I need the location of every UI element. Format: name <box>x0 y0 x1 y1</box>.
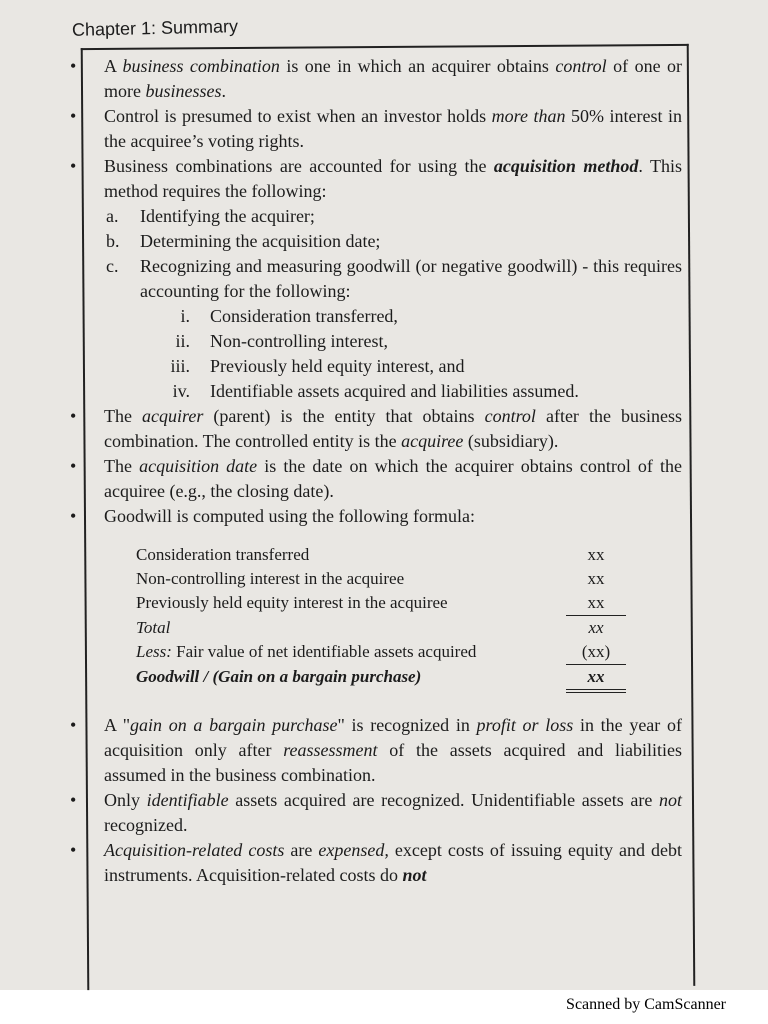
bullet-icon: • <box>70 840 77 860</box>
chapter-title: Chapter 1: Summary <box>71 16 239 40</box>
bullet-identifiable-assets: • Only identifiable assets acquired are recognized. Unidentifiable assets are not recognized. <box>70 790 682 835</box>
bullet-bargain-purchase: • A "gain on a bargain purchase" is recognized in profit or loss in the year of acquisition only after reassessment of the assets acquired and liabilities assumed in the business combination. <box>70 715 682 785</box>
list-item: iii. Previously held equity interest, and <box>170 356 465 376</box>
bullet-business-combination: • A business combination is one in which an acquirer obtains control of one or more businesses. <box>70 56 682 101</box>
bullet-icon: • <box>70 56 77 76</box>
bullet-icon: • <box>70 715 77 735</box>
scanner-watermark: Scanned by CamScanner <box>566 996 726 1013</box>
goodwill-formula <box>136 543 626 693</box>
list-item: c. Recognizing and measuring goodwill (or negative goodwill) - this requires accounting for the following: <box>106 256 682 301</box>
summary-content <box>70 54 682 888</box>
bullet-icon: • <box>70 156 77 176</box>
bullet-control: • Control is presumed to exist when an investor holds more than 50% interest in the acquiree’s voting rights. <box>70 106 682 151</box>
list-item: i. Consideration transferred, <box>180 306 398 326</box>
bullet-goodwill-formula: • Goodwill is computed using the following formula: <box>70 504 682 529</box>
formula-goodwill-row: Goodwill / (Gain on a bargain purchase) xx <box>136 665 626 693</box>
bullet-icon: • <box>70 406 77 426</box>
formula-row: Non-controlling interest in the acquiree xx <box>136 569 605 588</box>
formula-row: Previously held equity interest in the acquiree xx <box>136 591 626 616</box>
formula-less-row: Less: Fair value of net identifiable assets acquired (xx) <box>136 640 626 665</box>
list-item: iv. Identifiable assets acquired and liabilities assumed. <box>172 381 579 401</box>
list-item: ii. Non-controlling interest, <box>175 331 388 351</box>
bullet-icon: • <box>70 790 77 810</box>
list-item: b. Determining the acquisition date; <box>106 231 381 251</box>
bullet-icon: • <box>70 506 77 526</box>
bullet-acquirer: • The acquirer (parent) is the entity that obtains control after the business combination. The controlled entity is the acquiree (subsidiary). <box>70 406 683 451</box>
bullet-icon: • <box>70 106 77 126</box>
list-item: a. Identifying the acquirer; <box>106 206 315 226</box>
bullet-acquisition-date: • The acquisition date is the date on which the acquirer obtains control of the acquiree (e.g., the closing date). <box>70 456 682 501</box>
bullet-icon: • <box>70 456 77 476</box>
formula-total-row: Total xx <box>136 618 604 637</box>
bullet-acquisition-costs: • Acquisition-related costs are expensed, except costs of issuing equity and debt instruments. Acquisition-related costs do not <box>70 840 682 885</box>
formula-row: Consideration transferred xx <box>136 545 605 564</box>
bullet-acquisition-method: • Business combinations are accounted for using the acquisition method. This method requires the following: <box>70 156 682 201</box>
